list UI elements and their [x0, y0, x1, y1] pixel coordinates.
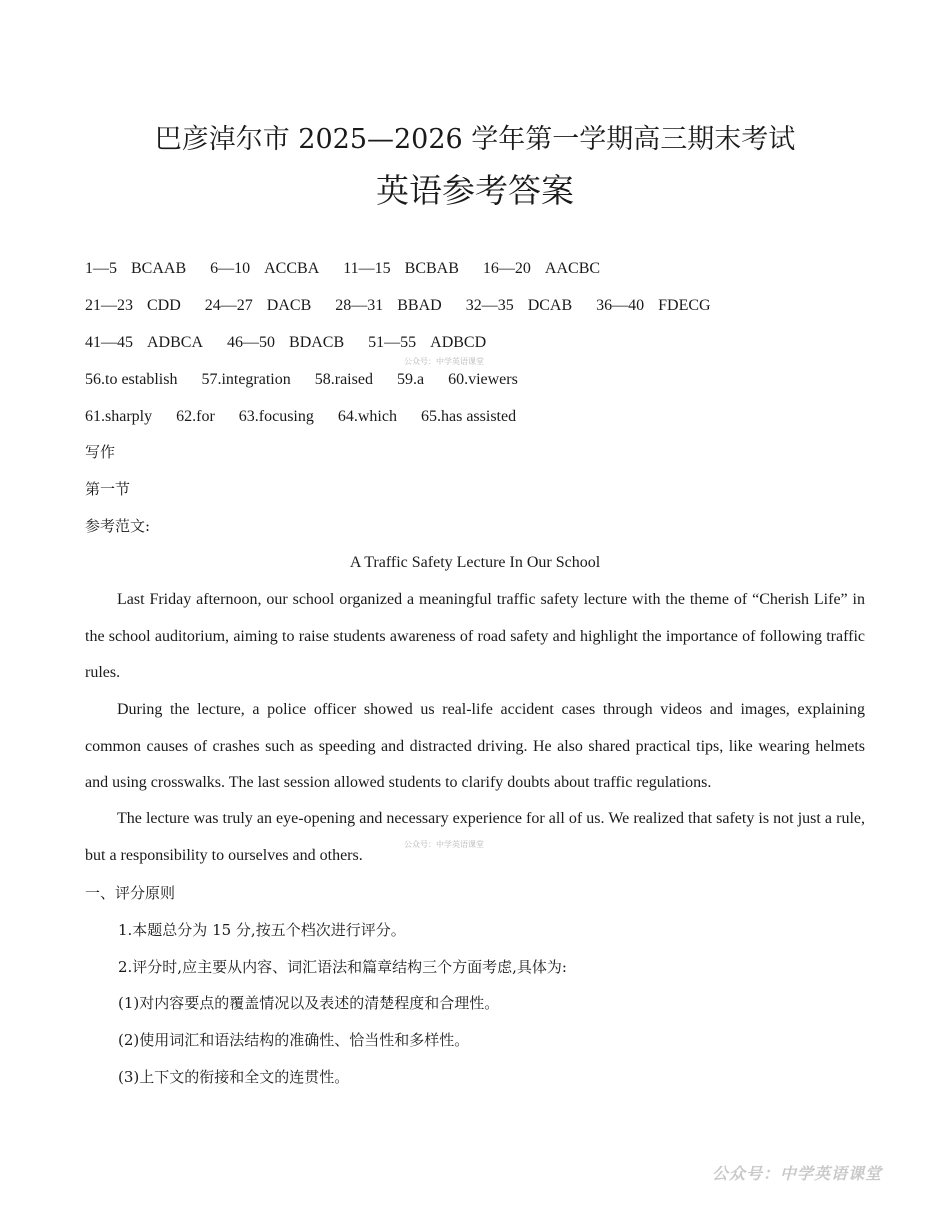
answer-range: 16—20 — [482, 260, 531, 277]
answer-range: 46—50 — [227, 334, 276, 351]
answer-keys: BDACB — [289, 334, 345, 351]
essay-paragraph-3: The lecture was truly an eye-opening and necessary experience for all of us. We realized that safety is not just a rule, but a responsibility to ourselves and others. — [85, 810, 865, 864]
answer-row-3 — [85, 332, 486, 354]
watermark-small: 公众号：中学英语课堂 — [404, 357, 484, 366]
answer-range: 28—31 — [335, 297, 384, 314]
fill-in-answer: 58.raised — [314, 371, 373, 388]
answer-range: 51—55 — [368, 334, 417, 351]
answer-keys: AACBC — [544, 260, 601, 277]
fill-in-answer: 60.viewers — [448, 371, 518, 388]
answer-range: 11—15 — [343, 260, 391, 277]
answer-range: 1—5 — [85, 260, 117, 277]
writing-label: 写作 — [85, 443, 116, 461]
fill-in-row-1 — [85, 369, 518, 391]
answer-range: 6—10 — [210, 260, 251, 277]
answer-range: 41—45 — [85, 334, 133, 351]
answer-keys: ADBCA — [147, 334, 204, 351]
fill-in-answer: 59.a — [396, 371, 425, 388]
fill-in-answer: 62.for — [176, 408, 215, 425]
scoring-item: (2)使用词汇和语法结构的准确性、恰当性和多样性。 — [118, 1031, 470, 1049]
fill-in-answer: 61.sharply — [85, 408, 153, 425]
answer-keys: ADBCD — [430, 334, 487, 351]
answer-range: 21—23 — [85, 297, 133, 314]
answer-keys: DACB — [266, 297, 312, 314]
scoring-item: 2.评分时,应主要从内容、词汇语法和篇章结构三个方面考虑,具体为: — [118, 958, 567, 976]
answer-keys: FDECG — [658, 297, 711, 314]
answer-range: 24—27 — [204, 297, 253, 314]
sample-label: 参考范文: — [85, 517, 151, 535]
answer-row-2 — [85, 295, 711, 317]
fill-in-row-2 — [85, 406, 516, 428]
answer-range: 36—40 — [596, 297, 645, 314]
fill-in-answer: 64.which — [337, 408, 397, 425]
fill-in-answer: 57.integration — [201, 371, 291, 388]
scoring-item: (1)对内容要点的覆盖情况以及表述的清楚程度和合理性。 — [118, 994, 500, 1012]
section-label: 第一节 — [85, 480, 131, 498]
fill-in-answer: 56.to establish — [85, 371, 178, 388]
answer-keys: BCBAB — [404, 260, 459, 277]
scoring-heading: 一、评分原则 — [85, 884, 176, 902]
answer-keys: ACCBA — [264, 260, 320, 277]
scoring-item: (3)上下文的衔接和全文的连贯性。 — [118, 1068, 350, 1086]
fill-in-answer: 63.focusing — [238, 408, 314, 425]
fill-in-answer: 65.has assisted — [420, 408, 517, 425]
answer-keys: DCAB — [527, 297, 573, 314]
answer-range: 32—35 — [465, 297, 514, 314]
answer-row-1 — [85, 258, 600, 280]
answer-keys: BBAD — [397, 297, 442, 314]
watermark-small: 公众号：中学英语课堂 — [404, 840, 484, 849]
essay-paragraph-2: During the lecture, a police officer showed us real-life accident cases through videos and images, explaining common causes of crashes such as speeding and distracted driving. He also shared practical tips, like wearing helmets and using crosswalks. The last session allowed students to clarify doubts about traffic regulations. — [85, 701, 865, 792]
scoring-item: 1.本题总分为 15 分,按五个档次进行评分。 — [118, 921, 406, 939]
essay-title: A Traffic Safety Lecture In Our School — [349, 554, 601, 571]
watermark-large: 公众号：中学英语课堂 — [711, 1164, 882, 1183]
exam-title: 巴彦淖尔市 2025—2026 学年第一学期高三期末考试 — [154, 124, 796, 155]
page-subtitle: 英语参考答案 — [376, 171, 574, 210]
essay-paragraph-1: Last Friday afternoon, our school organized a meaningful traffic safety lecture with the theme of “Cherish Life” in the school auditorium, aiming to raise students awareness of road safety and highlight the importance of following traffic rules. — [85, 591, 865, 682]
answer-keys: BCAAB — [131, 260, 187, 277]
answer-keys: CDD — [147, 297, 181, 314]
